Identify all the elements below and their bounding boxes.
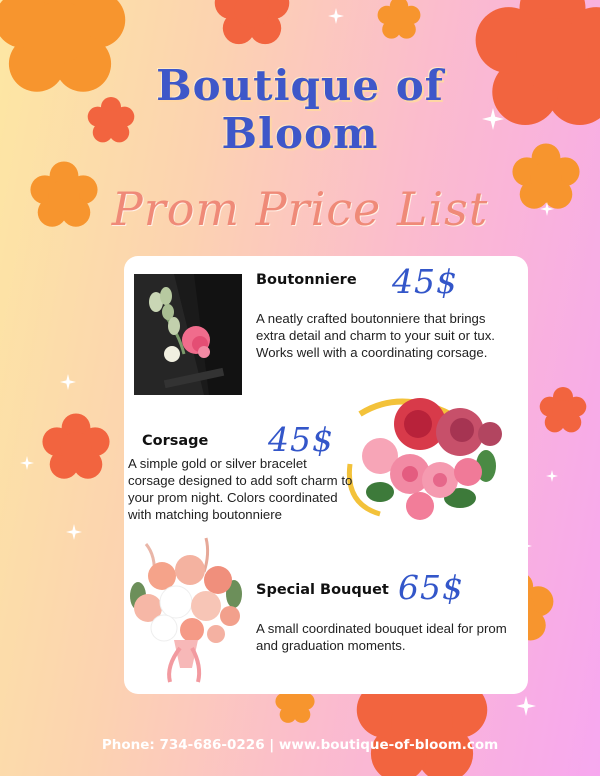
item-name-special-bouquet: Special Bouquet [256, 582, 389, 598]
corsage-photo [340, 394, 506, 526]
item-price-special-bouquet: 65$ [398, 568, 464, 607]
flower-icon [376, 0, 422, 42]
flower-icon [538, 386, 588, 436]
sparkle-icon [20, 456, 34, 470]
title-line-1: Boutique of [156, 61, 444, 110]
page-title [0, 62, 600, 158]
sparkle-icon [328, 8, 344, 24]
boutonniere-photo [134, 274, 242, 395]
flower-icon [212, 0, 292, 50]
item-name-boutonniere: Boutonniere [256, 272, 357, 288]
page-subtitle: Prom Price List [111, 182, 489, 236]
bouquet-photo [126, 536, 246, 684]
sparkle-icon [60, 374, 76, 390]
item-desc-boutonniere: A neatly crafted boutonniere that brings extra detail and charm to your suit or tux. Works well with a coordinating corsage. [256, 311, 495, 360]
item-desc-corsage: A simple gold or silver bracelet corsage designed to add soft charm to your prom night. Colors coordinated with matching boutonniere [128, 456, 353, 522]
flower-icon [40, 412, 112, 484]
contact-footer: Phone: 734-686-0226 | www.boutique-of-bloom.com [101, 737, 499, 753]
sparkle-icon [546, 470, 558, 482]
item-price-corsage: 45$ [268, 420, 334, 459]
item-price-boutonniere: 45$ [392, 262, 458, 301]
item-name-corsage: Corsage [142, 433, 209, 449]
sparkle-icon [66, 524, 82, 540]
title-line-2: Bloom [221, 109, 379, 158]
sparkle-icon [516, 696, 536, 716]
item-desc-special-bouquet: A small coordinated bouquet ideal for prom and graduation moments. [256, 621, 507, 653]
